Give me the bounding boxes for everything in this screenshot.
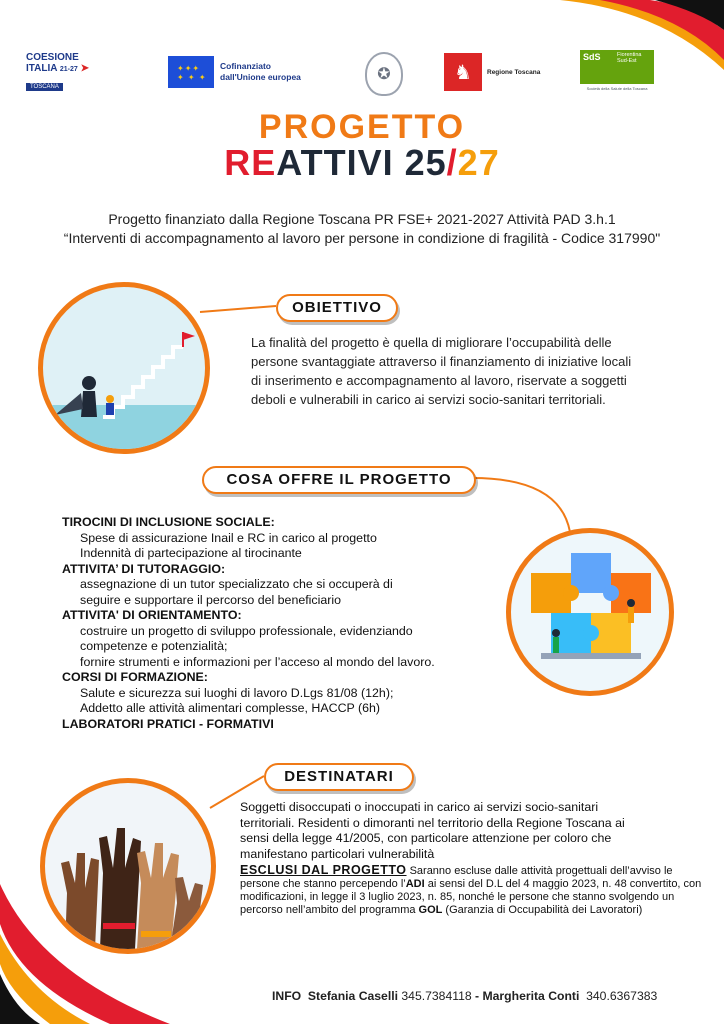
contact-phone-2: 340.6367383 bbox=[586, 989, 658, 1003]
obiettivo-illustration bbox=[38, 282, 210, 454]
title-slash: / bbox=[446, 142, 458, 183]
subtitle-line-1: Progetto finanziato dalla Regione Toscana PR FSE+ 2021-2027 Attività PAD 3.h.1 bbox=[108, 211, 616, 227]
offer-heading: ATTIVITA’ DI TUTORAGGIO: bbox=[62, 561, 226, 576]
offer-item: Salute e sicurezza sui luoghi di lavoro D.Lgs 81/08 (12h); bbox=[80, 685, 394, 700]
eu-line-1: Cofinanziato bbox=[220, 61, 271, 71]
hands-illustration bbox=[40, 778, 216, 954]
esclusi-adi: ADI bbox=[405, 878, 425, 890]
esclusi-paragraph bbox=[240, 864, 702, 917]
title-attivi: ATTIVI 25 bbox=[276, 142, 447, 183]
sds-caption: Società della Salute della Toscana bbox=[586, 86, 648, 91]
contact-name-1: Stefania Caselli bbox=[307, 989, 398, 1003]
pegasus-icon: ♞ bbox=[444, 53, 482, 91]
offer-item: fornire strumenti e informazioni per l’acceso al mondo del lavoro. bbox=[80, 654, 435, 669]
italian-republic-emblem-icon: ✪ bbox=[365, 52, 403, 96]
toscana-label: Regione Toscana bbox=[487, 68, 541, 76]
offer-heading: TIROCINI DI INCLUSIONE SOCIALE: bbox=[62, 515, 275, 529]
coesione-text-1: COESIONE bbox=[26, 51, 79, 63]
title-line-1: PROGETTO bbox=[258, 108, 466, 146]
eu-line-2: dall'Unione europea bbox=[220, 72, 301, 82]
title-re: RE bbox=[224, 142, 277, 183]
destinatari-line: manifestano particolari vulnerabilità bbox=[240, 846, 435, 861]
info-label: INFO bbox=[272, 989, 302, 1003]
sds-side: Fiorentina Sud-Est bbox=[617, 52, 642, 64]
offer-item: seguire e supportare il percorso del beneficiario bbox=[80, 592, 342, 607]
offer-item: Indennità di partecipazione al tirocinante bbox=[80, 546, 302, 560]
esclusi-gol: GOL bbox=[418, 904, 443, 916]
obiettivo-line: deboli e vulnerabili in carico ai servizi socio-sanitari territoriali. bbox=[251, 392, 606, 407]
destinatari-line: territoriali. Residenti o dimoranti nel territorio della Regione Toscana ai bbox=[240, 815, 625, 830]
offer-item: assegnazione di un tutor specializzato che si occuperà di bbox=[80, 577, 393, 591]
title-27: 27 bbox=[457, 142, 500, 183]
offer-heading: LABORATORI PRATICI - FORMATIVI bbox=[62, 716, 274, 731]
esclusi-text-1: Saranno escluse dalle attività progettuali dell’avviso le persone che stanno percependo l’ bbox=[240, 865, 673, 890]
offer-item: competenze e potenzialità; bbox=[80, 639, 228, 653]
offer-heading: CORSI DI FORMAZIONE: bbox=[62, 670, 208, 684]
destinatari-line: sensi della legge 41/2005, con particolare attenzione per coloro che bbox=[240, 831, 612, 845]
obiettivo-text bbox=[251, 333, 681, 409]
cosa-offre-list bbox=[62, 515, 502, 732]
obiettivo-line: di inserimento e accompagnamento al lavoro, riservate a soggetti bbox=[251, 373, 627, 388]
obiettivo-label: OBIETTIVO bbox=[276, 294, 398, 322]
destinatari-text bbox=[240, 800, 690, 862]
obiettivo-line: persone svantaggiate attraverso il finanziamento di iniziative locali bbox=[251, 354, 632, 369]
contact-info bbox=[272, 989, 657, 1003]
puzzle-illustration bbox=[506, 528, 674, 696]
contact-phone-1: 345.7384118 bbox=[401, 989, 472, 1003]
offer-item: Spese di assicurazione Inail e RC in carico al progetto bbox=[80, 530, 377, 545]
obiettivo-line: La finalità del progetto è quella di migliorare l’occupabilità delle bbox=[251, 335, 612, 350]
destinatari-line: Soggetti disoccupati o inoccupati in carico ai servizi socio-sanitari bbox=[240, 800, 599, 814]
contact-separator: - bbox=[475, 989, 480, 1003]
cosa-offre-label: COSA OFFRE IL PROGETTO bbox=[202, 466, 476, 494]
arrow-icon: ➤ bbox=[80, 62, 89, 74]
subtitle-line-2: “Interventi di accompagnamento al lavoro per persone in condizione di fragilità - Codice 317990" bbox=[63, 230, 661, 246]
coesione-region: TOSCANA bbox=[26, 83, 63, 91]
coesione-years: 21-27 bbox=[59, 65, 78, 73]
destinatari-label: DESTINATARI bbox=[264, 763, 414, 791]
coesione-text-2: ITALIA bbox=[26, 62, 58, 74]
offer-item: Addetto alle attività alimentari complesse, HACCP (6h) bbox=[80, 701, 381, 715]
sds-abbr: SdS bbox=[583, 52, 601, 62]
eu-flag-icon: ✦✦✦ ✦ ✦ ✦ bbox=[168, 56, 214, 88]
esclusi-text-3: (Garanzia di Occupabilità dei Lavoratori) bbox=[442, 904, 643, 916]
esclusi-label: ESCLUSI DAL PROGETTO bbox=[240, 863, 407, 877]
offer-heading: ATTIVITA' DI ORIENTAMENTO: bbox=[62, 608, 242, 622]
contact-name-2: Margherita Conti bbox=[482, 989, 580, 1003]
offer-item: costruire un progetto di sviluppo professionale, evidenziando bbox=[80, 623, 413, 638]
esclusi-text-2: ai sensi del D.L del 4 maggio 2023, n. 48 convertito, con modificazioni, in legge il 3 luglio 2023, n. 85, nonché le persone che stanno svolgendo un percorso nell’ambito del programma bbox=[240, 878, 702, 916]
